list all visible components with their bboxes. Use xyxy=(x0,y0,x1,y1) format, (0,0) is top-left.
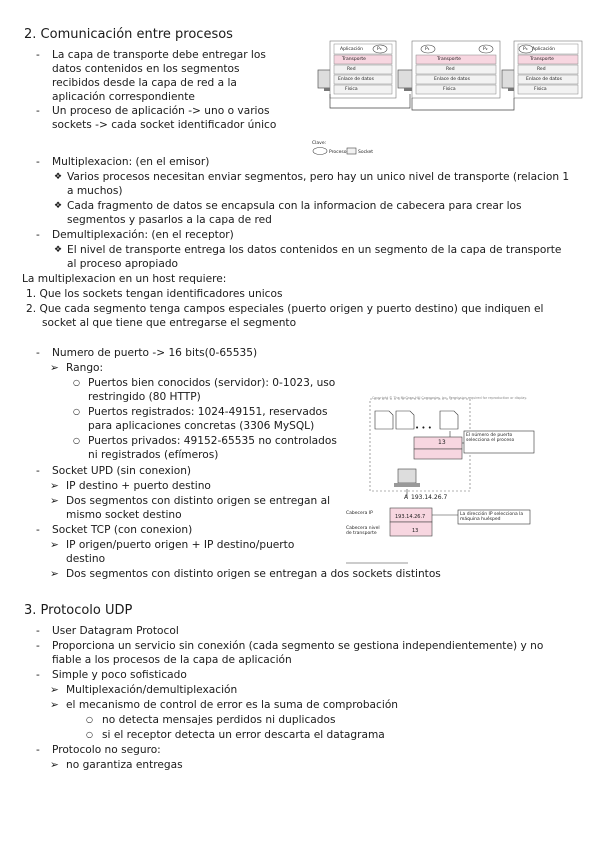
dash-bullet: - xyxy=(36,156,40,168)
header-ip-value: 193.14.26.7 xyxy=(395,514,426,520)
process-doc-icon xyxy=(375,411,393,429)
text-line: al proceso apropiado xyxy=(67,258,179,270)
arrow-bullet-icon: ➢ xyxy=(50,699,59,711)
circle-bullet-icon: ○ xyxy=(86,730,93,739)
dash-bullet: - xyxy=(36,669,40,681)
circle-bullet-icon: ○ xyxy=(73,407,80,416)
text-line: segmentos y pasarlos a la capa de red xyxy=(67,214,272,226)
arrow-bullet-icon: ➢ xyxy=(50,568,59,580)
arrow-label: A xyxy=(404,494,409,501)
header-port-value: 13 xyxy=(412,528,419,534)
arrow-bullet-icon: ➢ xyxy=(50,539,59,551)
text-line: La capa de transporte debe entregar los xyxy=(52,49,266,61)
dash-bullet: - xyxy=(36,465,40,477)
numbered-item: 1. Que los sockets tengan identificadores unicos xyxy=(26,288,283,300)
text-line: Puertos bien conocidos (servidor): 0-1023, uso xyxy=(88,377,336,389)
text-line: el mecanismo de control de error es la suma de comprobación xyxy=(66,699,399,711)
text-line: Puertos registrados: 1024-49151, reservados xyxy=(88,406,328,418)
dash-bullet: - xyxy=(36,49,40,61)
text-line: Dos segmentos con distinto origen se entregan a dos sockets distintos xyxy=(66,568,441,580)
circle-bullet-icon: ○ xyxy=(86,715,93,724)
transport-header-label: Cabecera nivel de transporte xyxy=(346,526,380,536)
text-line: IP destino + puerto destino xyxy=(66,480,211,492)
arrow-bullet-icon: ➢ xyxy=(50,480,59,492)
computer-icon xyxy=(398,469,416,483)
legend-process-label: Proceso xyxy=(329,150,347,155)
ip-note: La dirección IP selecciona la máquina huésped xyxy=(460,512,524,522)
text-line: Rango: xyxy=(66,362,104,374)
text-line: Cada fragmento de datos se encapsula con la informacion de cabecera para crear los xyxy=(67,200,522,212)
text-line: Protocolo no seguro: xyxy=(52,744,161,756)
text-line: Numero de puerto -> 16 bits(0-65535) xyxy=(52,347,258,359)
process-label: P₁ xyxy=(425,47,430,52)
text-line: datos contenidos en los segmentos xyxy=(52,63,240,75)
layer-label-transport: Transporte xyxy=(437,57,461,62)
text-line: socket al que tiene que entregarse el segmento xyxy=(42,317,297,329)
text-line: IP origen/puerto origen + IP destino/puerto xyxy=(66,539,295,551)
copyright-line: Copyright © The McGraw-Hill Companies, Inc. Permission required for reproduction or display. xyxy=(372,396,527,400)
ellipsis: • • • xyxy=(415,424,432,432)
text-line: Simple y poco sofisticado xyxy=(52,669,187,681)
text-line: recibidos desde la capa de red a la xyxy=(52,77,237,89)
dash-bullet: - xyxy=(36,229,40,241)
dash-bullet: - xyxy=(36,524,40,536)
legend-process-icon xyxy=(313,148,327,155)
layer-label-transport: Transporte xyxy=(342,57,366,62)
text-line: para aplicaciones concretas (3306 MySQL) xyxy=(88,420,315,432)
text-line: Socket UPD (sin conexion) xyxy=(52,465,192,477)
text-line: Varios procesos necesitan enviar segmentos, pero hay un unico nivel de transporte (relacion 1 xyxy=(67,171,570,183)
port-note: El número de puerto selecciona el proceso xyxy=(466,433,515,443)
text-line: Un proceso de aplicación -> uno o varios xyxy=(52,105,270,117)
layer-label-enlace: Enlace de datos xyxy=(434,77,470,82)
text-line: El nivel de transporte entrega los datos contenidos en un segmento de la capa de transporte xyxy=(67,244,562,256)
layer-label-enlace: Enlace de datos xyxy=(338,77,374,82)
text-line: Demultiplexación: (en el receptor) xyxy=(52,229,234,241)
layer-label-red: Red xyxy=(446,67,455,72)
text-line: mismo socket destino xyxy=(66,509,182,521)
text-line: no detecta mensajes perdidos ni duplicados xyxy=(102,714,336,726)
layer-label-red: Red xyxy=(347,67,356,72)
diamond-bullet-icon: ❖ xyxy=(54,201,63,211)
layer-label-app: Aplicación xyxy=(340,47,363,52)
circle-bullet-icon: ○ xyxy=(73,436,80,445)
diamond-bullet-icon: ❖ xyxy=(54,172,63,182)
layer-label-red: Red xyxy=(537,67,546,72)
port-ip-diagram xyxy=(340,393,550,573)
dash-bullet: - xyxy=(36,640,40,652)
text-line: restringido (80 HTTP) xyxy=(88,391,201,403)
text-line: Puertos privados: 49152-65535 no controlados xyxy=(88,435,337,447)
dash-bullet: - xyxy=(36,625,40,637)
legend-socket-icon xyxy=(347,148,356,154)
legend-socket-label: Socket xyxy=(358,150,374,155)
text-line: Dos segmentos con distinto origen se entregan al xyxy=(66,495,331,507)
text-line: User Datagram Protocol xyxy=(52,625,179,637)
text-line: Proporciona un servicio sin conexión (cada segmento se gestiona independientemente) y no xyxy=(52,640,544,652)
dash-bullet: - xyxy=(36,347,40,359)
text-line: si el receptor detecta un error descarta el datagrama xyxy=(102,729,385,741)
section-2-title: 2. Comunicación entre procesos xyxy=(24,27,233,42)
layer-label-transport: Transporte xyxy=(530,57,554,62)
legend-title: Clave: xyxy=(312,141,327,146)
text-line: aplicación correspondiente xyxy=(52,91,195,103)
arrow-bullet-icon: ➢ xyxy=(50,759,59,771)
text-line: destino xyxy=(66,553,106,565)
text-line: ni registrados (efímeros) xyxy=(88,449,219,461)
dash-bullet: - xyxy=(36,105,40,117)
text-line: a muchos) xyxy=(67,185,123,197)
text-line: fiable a los procesos de la capa de aplicación xyxy=(52,654,292,666)
arrow-bullet-icon: ➢ xyxy=(50,362,59,374)
transport-header-box xyxy=(390,522,432,536)
circle-bullet-icon: ○ xyxy=(73,378,80,387)
dash-bullet: - xyxy=(36,744,40,756)
ip-header-label: Cabecera IP xyxy=(346,511,373,516)
ip-address: 193.14.26.7 xyxy=(411,494,448,501)
process-doc-icon xyxy=(396,411,414,429)
network-link xyxy=(412,98,514,110)
text-line: La multiplexacion en un host requiere: xyxy=(22,273,227,285)
numbered-item: 2. Que cada segmento tenga campos especiales (puerto origen y puerto destino) que indiquen el xyxy=(26,303,544,315)
layer-label-enlace: Enlace de datos xyxy=(526,77,562,82)
arrow-bullet-icon: ➢ xyxy=(50,495,59,507)
text-line: Socket TCP (con conexion) xyxy=(52,524,193,536)
process-label: P₄ xyxy=(523,47,528,52)
process-doc-icon xyxy=(440,411,458,429)
layer-label-app: Aplicación xyxy=(532,47,555,52)
text-line: sockets -> cada socket identificador único xyxy=(52,119,277,131)
diamond-bullet-icon: ❖ xyxy=(54,245,63,255)
text-line: no garantiza entregas xyxy=(66,759,183,771)
process-label: P₃ xyxy=(377,47,382,52)
arrow-bullet-icon: ➢ xyxy=(50,684,59,696)
text-line: Multiplexacion: (en el emisor) xyxy=(52,156,210,168)
layer-label-fisica: Física xyxy=(345,87,358,92)
section-3-title: 3. Protocolo UDP xyxy=(24,603,133,618)
layer-label-fisica: Física xyxy=(443,87,456,92)
layer-label-fisica: Física xyxy=(534,87,547,92)
port-number: 13 xyxy=(438,439,446,446)
text-line: Multiplexación/demultiplexación xyxy=(66,684,238,696)
process-label: P₂ xyxy=(483,47,488,52)
